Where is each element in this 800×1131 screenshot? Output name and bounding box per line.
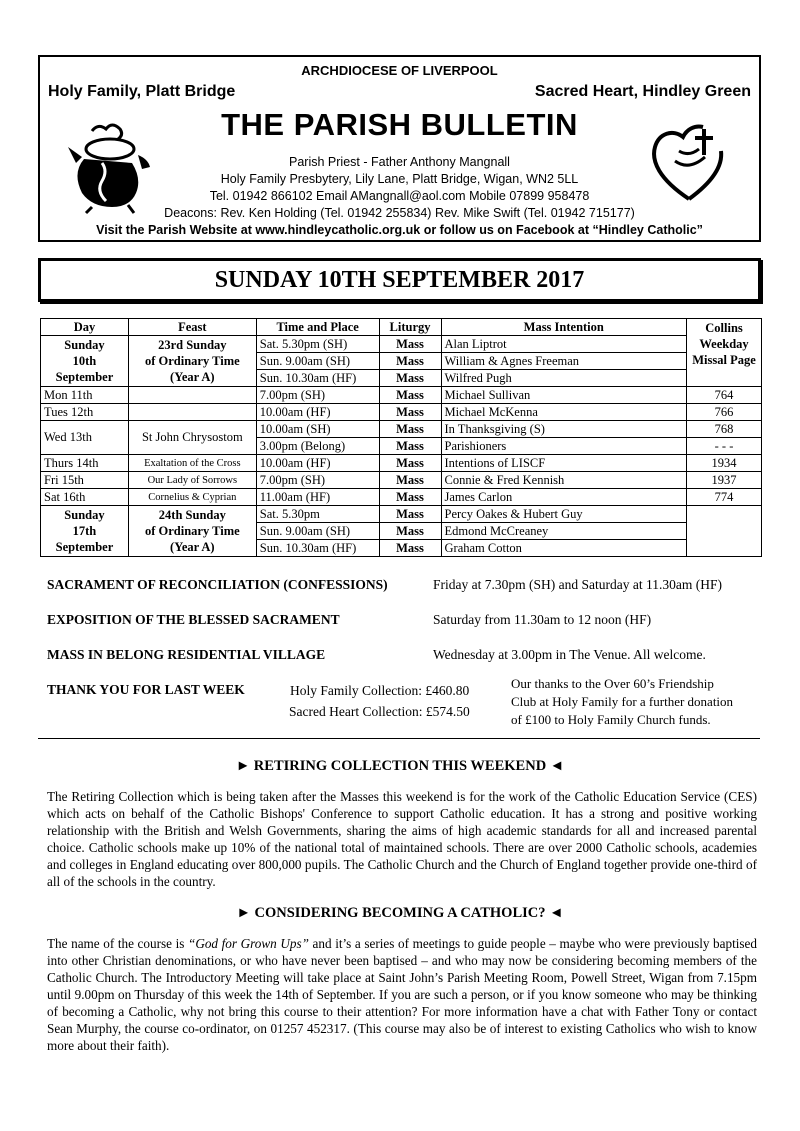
time-cell: Sun. 10.30am (HF) <box>256 540 379 557</box>
date-heading: SUNDAY 10TH SEPTEMBER 2017 <box>38 258 761 302</box>
feast-line: 24th Sunday <box>158 508 226 522</box>
missal-page-cell: 766 <box>687 404 762 421</box>
liturgy-cell: Mass <box>379 455 441 472</box>
considering-catholic-heading: ► CONSIDERING BECOMING A CATHOLIC? ◄ <box>236 905 564 921</box>
deacons-line: Deacons: Rev. Ken Holding (Tel. 01942 255834) Rev. Mike Swift (Tel. 01942 715177) <box>164 206 635 220</box>
table-row <box>41 455 762 472</box>
time-cell: Sat. 5.30pm <box>256 506 379 523</box>
liturgy-cell: Mass <box>379 540 441 557</box>
time-cell: Sat. 5.30pm (SH) <box>256 336 379 353</box>
day-cell: Fri 15th <box>41 472 129 489</box>
holy-family-logo-icon <box>62 119 154 220</box>
exposition-value: Saturday from 11.30am to 12 noon (HF) <box>433 612 652 627</box>
feast-cell <box>128 404 256 421</box>
day-cell: Wed 13th <box>41 421 129 455</box>
contact-details: Tel. 01942 866102 Email AMangnall@aol.com Mobile 07899 958478 <box>209 189 590 203</box>
time-cell: 10.00am (SH) <box>256 421 379 438</box>
feast-cell <box>128 387 256 404</box>
col-intention: Mass Intention <box>441 319 687 336</box>
confessions-label: SACRAMENT OF RECONCILIATION (CONFESSIONS) <box>47 577 388 592</box>
thanks-label: THANK YOU FOR LAST WEEK <box>47 682 245 697</box>
liturgy-cell: Mass <box>379 387 441 404</box>
col-missal-page: Collins Weekday Missal Page <box>687 319 762 387</box>
day-line: September <box>55 370 114 384</box>
feast-line: (Year A) <box>170 540 215 554</box>
col-time: Time and Place <box>256 319 379 336</box>
collection-sacred-heart: Sacred Heart Collection: £574.50 <box>289 704 470 719</box>
time-cell: 3.00pm (Belong) <box>256 438 379 455</box>
sacred-heart-logo-icon <box>649 121 729 208</box>
exposition-label: EXPOSITION OF THE BLESSED SACRAMENT <box>47 612 340 627</box>
missal-page-cell: - - - <box>687 438 762 455</box>
day-line: September <box>55 540 114 554</box>
intention-cell: Percy Oakes & Hubert Guy <box>441 506 687 523</box>
intention-cell: Edmond McCreaney <box>441 523 687 540</box>
intention-cell: Wilfred Pugh <box>441 370 687 387</box>
day-cell: Mon 11th <box>41 387 129 404</box>
considering-catholic-body <box>47 935 757 1054</box>
intention-cell: Parishioners <box>441 438 687 455</box>
feast-line: of Ordinary Time <box>144 524 240 538</box>
section-divider <box>38 738 760 739</box>
time-cell: 10.00am (HF) <box>256 455 379 472</box>
missal-page-cell <box>687 506 762 557</box>
intention-cell: William & Agnes Freeman <box>441 353 687 370</box>
day-line: Sunday <box>64 508 105 522</box>
thanks-note-line: Club at Holy Family for a further donation <box>511 694 734 709</box>
time-cell: Sun. 9.00am (SH) <box>256 353 379 370</box>
table-row <box>41 472 762 489</box>
table-row <box>41 421 762 438</box>
table-row <box>41 404 762 421</box>
intention-cell: In Thanksgiving (S) <box>441 421 687 438</box>
day-cell: Sat 16th <box>41 489 129 506</box>
liturgy-cell: Mass <box>379 421 441 438</box>
feast-line: 23rd Sunday <box>158 338 227 352</box>
missal-page-cell: 764 <box>687 387 762 404</box>
day-cell: Tues 12th <box>41 404 129 421</box>
day-line: 17th <box>72 524 97 538</box>
feast-cell: Our Lady of Sorrows <box>128 472 256 489</box>
intention-cell: Connie & Fred Kennish <box>441 472 687 489</box>
time-cell: 10.00am (HF) <box>256 404 379 421</box>
liturgy-cell: Mass <box>379 438 441 455</box>
feast-line: of Ordinary Time <box>144 354 240 368</box>
feast-cell: St John Chrysostom <box>128 421 256 455</box>
liturgy-cell: Mass <box>379 370 441 387</box>
time-cell: Sun. 10.30am (HF) <box>256 370 379 387</box>
liturgy-cell: Mass <box>379 353 441 370</box>
missal-page-cell: 1934 <box>687 455 762 472</box>
liturgy-cell: Mass <box>379 404 441 421</box>
liturgy-cell: Mass <box>379 506 441 523</box>
website-line: Visit the Parish Website at www.hindleycatholic.org.uk or follow us on Facebook at “Hindley Catholic” <box>96 223 703 237</box>
feast-line: (Year A) <box>170 370 215 384</box>
missal-page-cell: 1937 <box>687 472 762 489</box>
col-day: Day <box>41 319 129 336</box>
mass-schedule-table <box>40 318 762 557</box>
thanks-note-line: Our thanks to the Over 60’s Friendship <box>511 676 714 691</box>
belong-value: Wednesday at 3.00pm in The Venue. All welcome. <box>433 647 706 662</box>
table-row <box>41 336 762 353</box>
bulletin-title: THE PARISH BULLETIN <box>221 107 578 142</box>
body-text: The name of the course is <box>47 936 188 951</box>
table-row <box>41 489 762 506</box>
intention-cell: Intentions of LISCF <box>441 455 687 472</box>
bulletin-header <box>38 55 761 242</box>
thanks-note <box>511 675 733 729</box>
thanks-note-line: of £100 to Holy Family Church funds. <box>511 712 711 727</box>
parish-left-name: Holy Family, Platt Bridge <box>48 83 236 100</box>
feast-cell <box>128 336 256 387</box>
parish-right-name: Sacred Heart, Hindley Green <box>534 83 751 100</box>
table-header-row <box>41 319 762 336</box>
intention-cell: Michael Sullivan <box>441 387 687 404</box>
time-cell: 7.00pm (SH) <box>256 472 379 489</box>
liturgy-cell: Mass <box>379 523 441 540</box>
day-cell: Thurs 14th <box>41 455 129 472</box>
liturgy-cell: Mass <box>379 472 441 489</box>
col-liturgy: Liturgy <box>379 319 441 336</box>
col-feast: Feast <box>128 319 256 336</box>
day-line: Sunday <box>64 338 105 352</box>
table-row <box>41 506 762 523</box>
intention-cell: Graham Cotton <box>441 540 687 557</box>
feast-cell: Cornelius & Cyprian <box>128 489 256 506</box>
body-text: and it’s a series of meetings to guide people – maybe who were previously baptised into other Christian denominations, or who have never been baptised – and who may now be considering becoming members of the Catholic Church. The Introductory Meeting will take place at Saint John’s Parish Meeting Room, Powell Street, Wigan from 7.15pm until 9.00pm on Thursday of this week the 14th of September. If you are such a person, or if you know someone who may be thinking of becoming a Catholic, why not bring this course to their attention? For more information have a chat with Father Tony or contact Sean Murphy, the course co-ordinator, on 01257 452317. (This course may also be of interest to existing Catholics who wish to know more about their faith). <box>47 936 758 1053</box>
retiring-collection-body: The Retiring Collection which is being taken after the Masses this weekend is for the work of the Catholic Education Service (CES) which acts on behalf of the Catholic Bishops' Conference to support Catholic education. It has a strong and positive working relationship with the British and Welsh Governments, sharing the aims of high academic standards for all and increased parental choice. Catholic schools make up 10% of the national total of maintained schools. There are over 2000 Catholic schools, academies and colleges in England educating over 800,000 pupils. The Catholic Church and the Church of England together provide one-third of all of the schools in the country. <box>47 789 757 889</box>
retiring-collection-heading: ► RETIRING COLLECTION THIS WEEKEND ◄ <box>235 758 565 774</box>
feast-cell <box>128 506 256 557</box>
intention-cell: Michael McKenna <box>441 404 687 421</box>
intention-cell: James Carlon <box>441 489 687 506</box>
day-cell <box>41 336 129 387</box>
belong-label: MASS IN BELONG RESIDENTIAL VILLAGE <box>47 647 326 662</box>
missal-page-cell: 768 <box>687 421 762 438</box>
liturgy-cell: Mass <box>379 489 441 506</box>
parish-priest: Parish Priest - Father Anthony Mangnall <box>289 155 510 169</box>
intention-cell: Alan Liptrot <box>441 336 687 353</box>
day-cell <box>41 506 129 557</box>
collection-holy-family: Holy Family Collection: £460.80 <box>290 683 470 698</box>
course-name: “God for Grown Ups” <box>187 936 309 951</box>
missal-page-cell: 774 <box>687 489 762 506</box>
time-cell: 7.00pm (SH) <box>256 387 379 404</box>
day-line: 10th <box>72 354 97 368</box>
feast-cell: Exaltation of the Cross <box>128 455 256 472</box>
confessions-value: Friday at 7.30pm (SH) and Saturday at 11.30am (HF) <box>433 577 722 592</box>
time-cell: Sun. 9.00am (SH) <box>256 523 379 540</box>
liturgy-cell: Mass <box>379 336 441 353</box>
archdiocese-label: ARCHDIOCESE OF LIVERPOOL <box>301 63 498 78</box>
table-row <box>41 387 762 404</box>
time-cell: 11.00am (HF) <box>256 489 379 506</box>
presbytery-address: Holy Family Presbytery, Lily Lane, Platt Bridge, Wigan, WN2 5LL <box>220 172 579 186</box>
